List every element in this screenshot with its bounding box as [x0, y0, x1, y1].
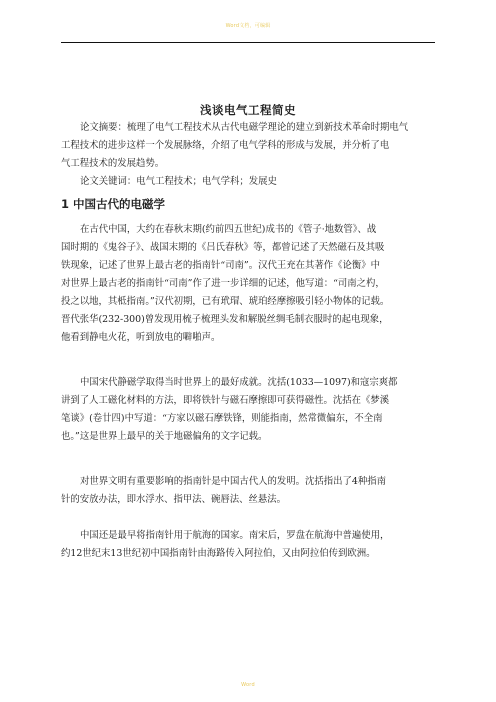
footer-watermark: Word [241, 682, 255, 688]
abstract-paragraph [61, 119, 435, 173]
body-line: 针的安放办法，即水浮水、指甲法、碗唇法、丝悬法。 [61, 494, 287, 505]
body-line: 中国宋代静磁学取得当时世界上的最好成就。沈括(1033—1097)和寇宗爽都 [80, 377, 398, 388]
body-paragraph [61, 527, 435, 563]
body-paragraph [61, 473, 435, 509]
body-line: 他看到静电火花，听到放电的噼啪声。 [61, 332, 221, 343]
body-line: 对世界上最古老的指南针“司南”作了进一步详细的记述，他写道：“司南之杓， [61, 278, 385, 289]
abstract-line: 工程技术的进步这样一个发展脉络，介绍了电气学科的形成与发展，并分析了电 [61, 140, 390, 151]
keywords-line: 论文关键词：电气工程技术；电气学科；发展史 [80, 176, 277, 187]
body-line: 投之以地，其柢指南。”汉代初期，已有玳瑁、琥珀经摩擦吸引轻小物体的记载。 [61, 296, 390, 307]
body-line: 晋代张华(232-300)曾发现用梳子梳理头发和解脱丝绸毛制衣服时的起电现象， [61, 314, 389, 325]
body-line: 讲到了人工磁化材料的方法，即将铁针与磁石摩擦即可获得磁性。沈括在《梦溪 [61, 395, 390, 406]
body-line: 也。”这是世界上最早的关于地磁偏角的文字记载。 [61, 431, 268, 442]
body-line: 在古代中国，大约在春秋末期(约前四五世纪)成书的《管子·地数管》、战 [80, 224, 377, 235]
body-line: 铁现象，记述了世界上最古老的指南针“司南”。汉代王充在其著作《论衡》中 [61, 260, 380, 271]
body-line: 国时期的《鬼谷子》、战国末期的《吕氏春秋》等，都曾记述了天然磁石及其吸 [61, 242, 385, 253]
section-heading: 1 中国古代的电磁学 [61, 197, 166, 211]
page-title: 浅谈电气工程简史 [200, 103, 296, 117]
header-watermark: Word文档，可编辑 [225, 23, 271, 29]
body-paragraph [61, 221, 435, 347]
body-line: 对世界文明有重要影响的指南针是中国古代人的发明。沈括指出了4种指南 [80, 476, 386, 487]
keywords-paragraph [61, 173, 435, 191]
body-line: 约12世纪末13世纪初中国指南针由海路传入阿拉伯，又由阿拉伯传到欧洲。 [61, 548, 376, 559]
body-paragraph [61, 374, 435, 446]
abstract-line: 气工程技术的发展趋势。 [61, 158, 165, 169]
body-line: 笔谈》(卷廿四)中写道：“方家以磁石摩铁锋，则能指南，然常微偏东，不全南 [61, 413, 383, 424]
body-line: 中国还是最早将指南针用于航海的国家。南宋后，罗盘在航海中普遍使用， [80, 530, 390, 541]
abstract-line: 论文摘要：梳理了电气工程技术从古代电磁学理论的建立到新技术革命时期电气 [80, 122, 409, 133]
header-divider [61, 42, 435, 43]
